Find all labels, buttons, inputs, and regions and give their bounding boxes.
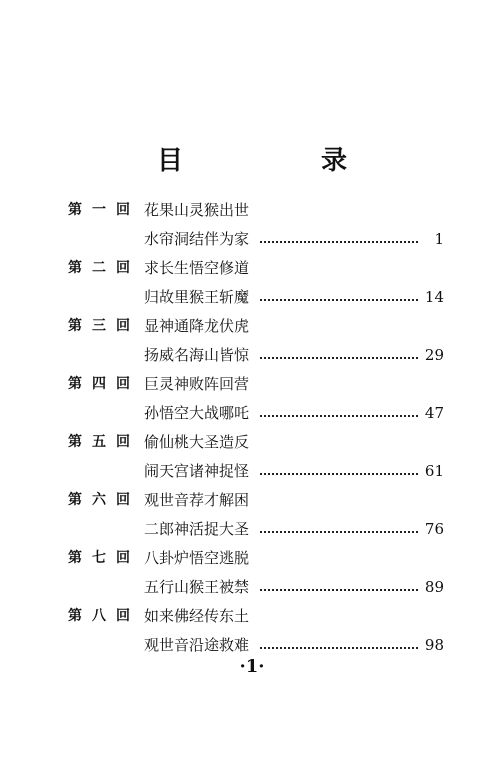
chapter-title-line2: 归故里猴王斩魔 <box>144 288 250 306</box>
toc-entry[interactable] <box>68 428 444 486</box>
chapter-label-char: 第 <box>68 260 82 276</box>
chapter-label-char: 回 <box>116 376 130 392</box>
chapter-title-line1: 巨灵神败阵回营 <box>144 375 250 393</box>
page-number: ·1· <box>239 656 265 677</box>
dot-leader <box>260 293 418 301</box>
chapter-label <box>68 486 130 515</box>
page-title: 目 录 <box>156 146 403 176</box>
dot-leader <box>260 351 418 359</box>
page-reference: 98 <box>424 636 444 654</box>
chapter-label-char: 一 <box>92 202 106 218</box>
chapter-label <box>68 254 130 283</box>
chapter-title-line2: 孙悟空大战哪吒 <box>144 404 250 422</box>
chapter-title-line1: 求长生悟空修道 <box>144 259 250 277</box>
chapter-label-char: 回 <box>116 550 130 566</box>
dot-leader <box>260 235 418 243</box>
chapter-title-line2: 扬威名海山皆惊 <box>144 346 250 364</box>
chapter-label-char: 第 <box>68 434 82 450</box>
chapter-title-line1: 偷仙桃大圣造反 <box>144 433 250 451</box>
chapter-title-line2: 观世音沿途救难 <box>144 636 250 654</box>
toc-entry[interactable] <box>68 486 444 544</box>
page-reference: 89 <box>424 578 444 596</box>
chapter-label-char: 第 <box>68 376 82 392</box>
chapter-label-char: 四 <box>92 376 106 392</box>
chapter-label-char: 二 <box>92 260 106 276</box>
chapter-title-line1: 显神通降龙伏虎 <box>144 317 250 335</box>
chapter-label <box>68 602 130 631</box>
chapter-label <box>68 428 130 457</box>
page-reference: 29 <box>424 346 444 364</box>
chapter-title-line2: 闹天宫诸神捉怪 <box>144 462 250 480</box>
chapter-label-char: 六 <box>92 492 106 508</box>
chapter-title-line1: 花果山灵猴出世 <box>144 201 250 219</box>
chapter-label-char: 回 <box>116 202 130 218</box>
chapter-label-char: 第 <box>68 608 82 624</box>
chapter-label <box>68 196 130 225</box>
chapter-label-char: 回 <box>116 492 130 508</box>
chapter-label-char: 七 <box>92 550 106 566</box>
chapter-label-char: 第 <box>68 202 82 218</box>
chapter-title-line1: 如来佛经传东土 <box>144 607 250 625</box>
chapter-label-char: 回 <box>116 260 130 276</box>
toc-entry[interactable] <box>68 196 444 254</box>
dot-leader <box>260 409 418 417</box>
chapter-label-char: 三 <box>92 318 106 334</box>
chapter-title-line1: 八卦炉悟空逃脱 <box>144 549 250 567</box>
dot-leader <box>260 525 418 533</box>
chapter-label <box>68 370 130 399</box>
chapter-title-line2: 水帘洞结伴为家 <box>144 230 250 248</box>
chapter-title-line1: 观世音荐才解困 <box>144 491 250 509</box>
dot-leader <box>260 641 418 649</box>
chapter-label <box>68 544 130 573</box>
page-reference: 61 <box>424 462 444 480</box>
chapter-label-char: 五 <box>92 434 106 450</box>
table-of-contents <box>68 196 444 660</box>
toc-entry[interactable] <box>68 370 444 428</box>
page-reference: 76 <box>424 520 444 538</box>
chapter-title-line2: 五行山猴王被禁 <box>144 578 250 596</box>
chapter-title-line2: 二郎神活捉大圣 <box>144 520 250 538</box>
chapter-label-char: 第 <box>68 318 82 334</box>
page-reference: 47 <box>424 404 444 422</box>
toc-entry[interactable] <box>68 544 444 602</box>
chapter-label-char: 八 <box>92 608 106 624</box>
page-reference: 1 <box>434 230 444 248</box>
page-reference: 14 <box>424 288 444 306</box>
chapter-label <box>68 312 130 341</box>
toc-entry[interactable] <box>68 312 444 370</box>
chapter-label-char: 回 <box>116 318 130 334</box>
chapter-label-char: 回 <box>116 608 130 624</box>
toc-entry[interactable] <box>68 602 444 660</box>
dot-leader <box>260 583 418 591</box>
dot-leader <box>260 467 418 475</box>
chapter-label-char: 回 <box>116 434 130 450</box>
toc-entry[interactable] <box>68 254 444 312</box>
chapter-label-char: 第 <box>68 492 82 508</box>
chapter-label-char: 第 <box>68 550 82 566</box>
